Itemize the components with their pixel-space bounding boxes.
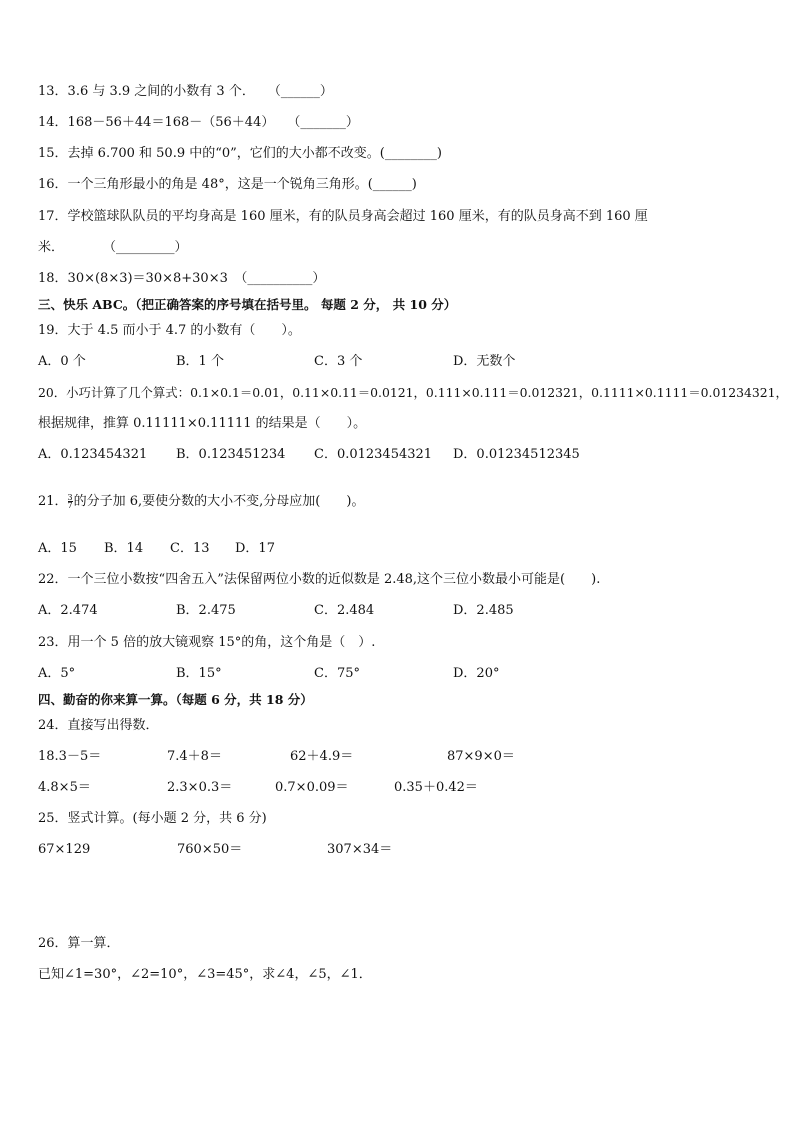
question-22: 22．一个三位小数按“四舍五入”法保留两位小数的近似数是 2.48,这个三位小数最小可能是( ).	[38, 572, 601, 587]
question-25: 25．竖式计算。(每小题 2 分，共 6 分)	[38, 811, 267, 826]
q19-option-b: B．1 个	[176, 354, 224, 369]
q22-option-c: C．2.484	[314, 603, 375, 618]
q24-item: 7.4＋8＝	[167, 749, 222, 764]
q24-item: 62＋4.9＝	[290, 749, 354, 764]
q21-option-b: B．14	[104, 541, 144, 556]
q25-item: 307×34＝	[327, 842, 393, 857]
question-19: 19．大于 4.5 而小于 4.7 的小数有（ ）。	[38, 323, 301, 338]
question-26: 26．算一算．	[38, 936, 120, 951]
question-21	[38, 493, 364, 511]
question-13: 13．3.6 与 3.9 之间的小数有 3 个． （______）	[38, 84, 333, 99]
q23-option-c: C．75°	[314, 666, 360, 681]
q24-item: 4.8×5＝	[38, 780, 91, 795]
question-26-text: 已知∠1=30°，∠2=10°，∠3=45°，求∠4，∠5，∠1．	[38, 967, 372, 982]
question-24: 24．直接写出得数．	[38, 718, 159, 733]
q24-item: 18.3－5＝	[38, 749, 102, 764]
q25-item: 760×50＝	[177, 842, 243, 857]
q24-item: 0.7×0.09＝	[275, 780, 349, 795]
question-21-text: 的分子加 6,要使分数的大小不变,分母应加( )。	[73, 494, 365, 509]
q24-item: 87×9×0＝	[447, 749, 515, 764]
question-21-number: 21．	[38, 494, 68, 509]
q19-option-c: C．3 个	[314, 354, 363, 369]
question-18: 18．30×(8×3)＝30×8+30×3 （__________）	[38, 271, 326, 286]
q23-option-a: A．5°	[38, 666, 76, 681]
fraction-3-7	[68, 494, 73, 509]
q20-option-d: D．0.01234512345	[453, 447, 580, 462]
fraction-numerator: 3	[67, 493, 73, 502]
question-23: 23．用一个 5 倍的放大镜观察 15°的角，这个角是（ ）.	[38, 635, 376, 650]
q21-option-a: A．15	[38, 541, 77, 556]
question-17-line2: 米． （_________）	[38, 240, 188, 255]
q20-option-a: A．0.123454321	[38, 447, 148, 462]
question-16: 16．一个三角形最小的角是 48°，这是一个锐角三角形。(______)	[38, 177, 417, 192]
q19-option-a: A．0 个	[38, 354, 86, 369]
section-3-heading: 三、快乐 ABC。（把正确答案的序号填在括号里。 每题 2 分， 共 10 分）	[38, 297, 457, 312]
q23-option-d: D．20°	[453, 666, 500, 681]
q19-option-d: D．无数个	[453, 354, 516, 369]
question-15: 15．去掉 6.700 和 50.9 中的“0”，它们的大小都不改变。(________)	[38, 146, 442, 161]
q21-option-c: C．13	[170, 541, 210, 556]
q22-option-a: A．2.474	[38, 603, 98, 618]
q25-item: 67×129	[38, 842, 91, 857]
fraction-denominator: 7	[67, 501, 73, 510]
q20-option-b: B．0.123451234	[176, 447, 286, 462]
question-20-line1: 20．小巧计算了几个算式：0.1×0.1＝0.01，0.11×0.11＝0.0121，0.111×0.111＝0.012321，0.1111×0.1111＝0.01234321，	[38, 385, 788, 400]
q21-option-d: D．17	[235, 541, 275, 556]
q23-option-b: B．15°	[176, 666, 222, 681]
section-4-heading: 四、勤奋的你来算一算。（每题 6 分，共 18 分）	[38, 692, 313, 707]
q24-item: 0.35＋0.42＝	[394, 780, 478, 795]
question-17-line1: 17．学校篮球队队员的平均身高是 160 厘米，有的队员身高会超过 160 厘米，有的队员身高不到 160 厘	[38, 209, 648, 224]
q22-option-d: D．2.485	[453, 603, 514, 618]
question-20-line2: 根据规律，推算 0.11111×0.11111 的结果是（ ）。	[38, 416, 367, 431]
q22-option-b: B．2.475	[176, 603, 236, 618]
question-14: 14．168－56＋44＝168－（56＋44） （_______）	[38, 115, 359, 130]
q20-option-c: C．0.0123454321	[314, 447, 433, 462]
q24-item: 2.3×0.3＝	[167, 780, 233, 795]
